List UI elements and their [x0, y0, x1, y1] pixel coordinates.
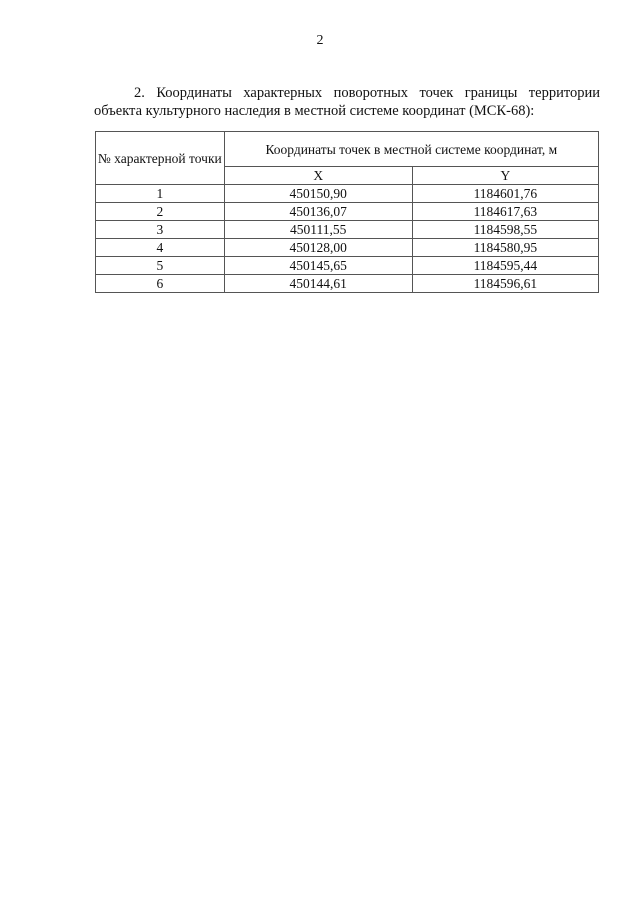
- table-row: [96, 275, 599, 293]
- cell-x: 450144,61: [224, 275, 412, 293]
- cell-x: 450145,65: [224, 257, 412, 275]
- header-point-number: № характерной точки: [96, 132, 225, 185]
- cell-x: 450150,90: [224, 185, 412, 203]
- cell-point-number: 4: [96, 239, 225, 257]
- header-y: Y: [412, 167, 598, 185]
- cell-y: 1184598,55: [412, 221, 598, 239]
- cell-point-number: 5: [96, 257, 225, 275]
- table-header-row: [96, 132, 599, 167]
- cell-point-number: 1: [96, 185, 225, 203]
- cell-point-number: 6: [96, 275, 225, 293]
- page-number: 2: [316, 33, 324, 48]
- cell-x: 450111,55: [224, 221, 412, 239]
- cell-x: 450128,00: [224, 239, 412, 257]
- table-row: [96, 221, 599, 239]
- cell-x: 450136,07: [224, 203, 412, 221]
- table-row: [96, 185, 599, 203]
- cell-y: 1184580,95: [412, 239, 598, 257]
- cell-y: 1184617,63: [412, 203, 598, 221]
- cell-y: 1184601,76: [412, 185, 598, 203]
- cell-point-number: 3: [96, 221, 225, 239]
- header-coordinates: Координаты точек в местной системе координат, м: [224, 132, 598, 167]
- table-row: [96, 203, 599, 221]
- table-row: [96, 239, 599, 257]
- coordinates-table: [95, 131, 599, 293]
- cell-y: 1184596,61: [412, 275, 598, 293]
- cell-point-number: 2: [96, 203, 225, 221]
- section-paragraph: 2. Координаты характерных поворотных точек границы территории объекта культурного наследия в местной системе координат (МСК-68):: [94, 85, 600, 119]
- header-x: X: [224, 167, 412, 185]
- table-row: [96, 257, 599, 275]
- cell-y: 1184595,44: [412, 257, 598, 275]
